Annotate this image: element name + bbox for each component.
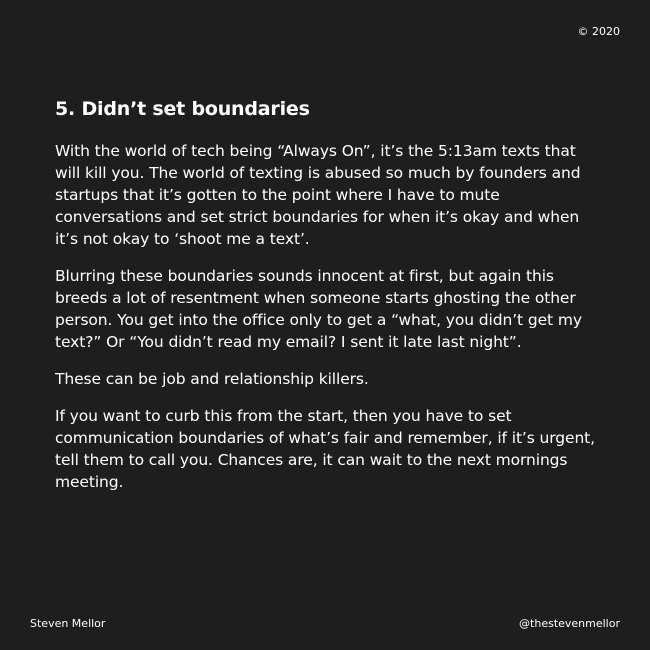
section-heading: 5. Didn’t set boundaries [55, 98, 310, 120]
post-content [55, 94, 603, 508]
author-handle: @thestevenmellor [519, 617, 620, 630]
copyright-label: © 2020 [577, 25, 620, 38]
paragraph-2: Blurring these boundaries sounds innocent at first, but again this breeds a lot of resentment when someone starts ghosting the other person. You get into the office only to get a “what, you didn’t get my text?” Or “You didn’t read my email? I sent it late last night”. [55, 267, 582, 351]
paragraph-1: With the world of tech being “Always On”, it’s the 5:13am texts that will kill you. The world of texting is abused so much by founders and startups that it’s gotten to the point where I have to mute conversations and set strict boundaries for when it’s okay and when it’s not okay to ‘shoot me a text’. [55, 142, 581, 248]
author-name: Steven Mellor [30, 617, 106, 630]
paragraph-3: These can be job and relationship killers. [55, 370, 369, 388]
paragraph-4: If you want to curb this from the start, then you have to set communication boundaries of what’s fair and remember, if it’s urgent, tell them to call you. Chances are, it can wait to the next mornings meeting. [55, 407, 595, 491]
